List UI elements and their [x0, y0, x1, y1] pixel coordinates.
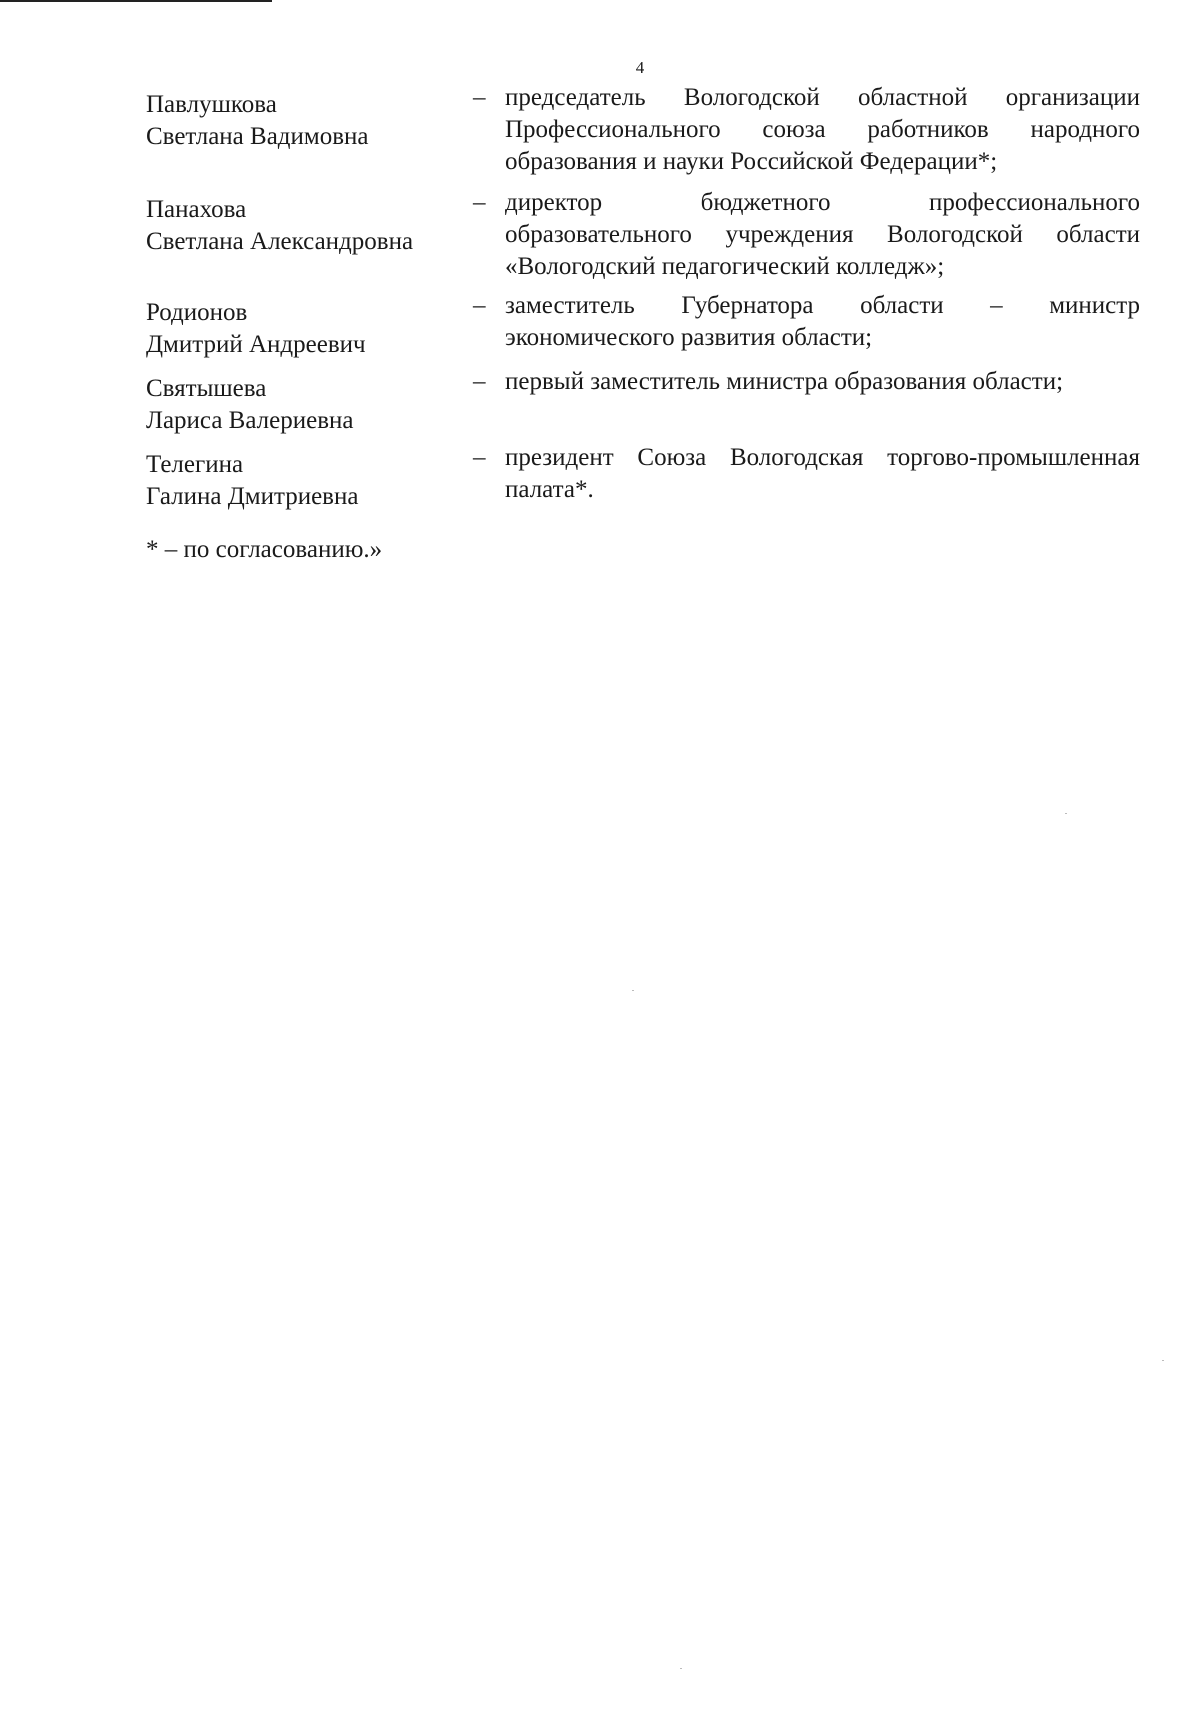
member-surname: Святышева [146, 375, 267, 402]
member-description: директор бюджетного профессионального образовательного учреждения Вологодской области «Вологодский педагогический колледж»; [505, 189, 1140, 280]
roster-entry [146, 187, 1140, 290]
member-given-names: Галина Дмитриевна [146, 483, 359, 510]
member-surname: Панахова [146, 196, 247, 223]
member-given-names: Лариса Валериевна [146, 407, 354, 434]
scan-speck [1162, 1360, 1164, 1361]
member-surname: Телегина [146, 451, 244, 478]
member-description: заместитель Губернатора области – министр экономического развития области; [505, 292, 1140, 351]
member-given-names: Светлана Вадимовна [146, 123, 369, 150]
member-surname: Павлушкова [146, 91, 277, 118]
member-name [146, 366, 473, 437]
page-number: 4 [635, 58, 645, 77]
roster-entry [146, 82, 1140, 187]
roster-entry [146, 366, 1140, 442]
entry-dash: – [473, 444, 486, 471]
member-name [146, 82, 473, 153]
roster-entry [146, 290, 1140, 366]
footnote: * – по согласованию.» [146, 536, 383, 563]
member-name [146, 290, 473, 361]
member-surname: Родионов [146, 299, 248, 326]
commission-roster [146, 82, 1140, 518]
member-description: председатель Вологодской областной организации Профессионального союза работников народного образования и науки Российской Федерации*; [505, 84, 1140, 175]
entry-dash: – [473, 368, 486, 395]
member-given-names: Дмитрий Андреевич [146, 331, 366, 358]
member-description: первый заместитель министра образования области; [505, 368, 1064, 395]
roster-entry [146, 442, 1140, 518]
member-description: президент Союза Вологодская торгово-промышленная палата*. [505, 444, 1140, 503]
entry-dash: – [473, 84, 486, 111]
entry-dash: – [473, 292, 486, 319]
scan-speck [1065, 813, 1067, 814]
member-name [146, 442, 473, 513]
member-name [146, 187, 473, 258]
entry-dash: – [473, 189, 486, 216]
scan-speck [680, 1668, 682, 1669]
top-rule [0, 0, 272, 2]
member-given-names: Светлана Александровна [146, 228, 414, 255]
scan-speck [632, 990, 634, 991]
